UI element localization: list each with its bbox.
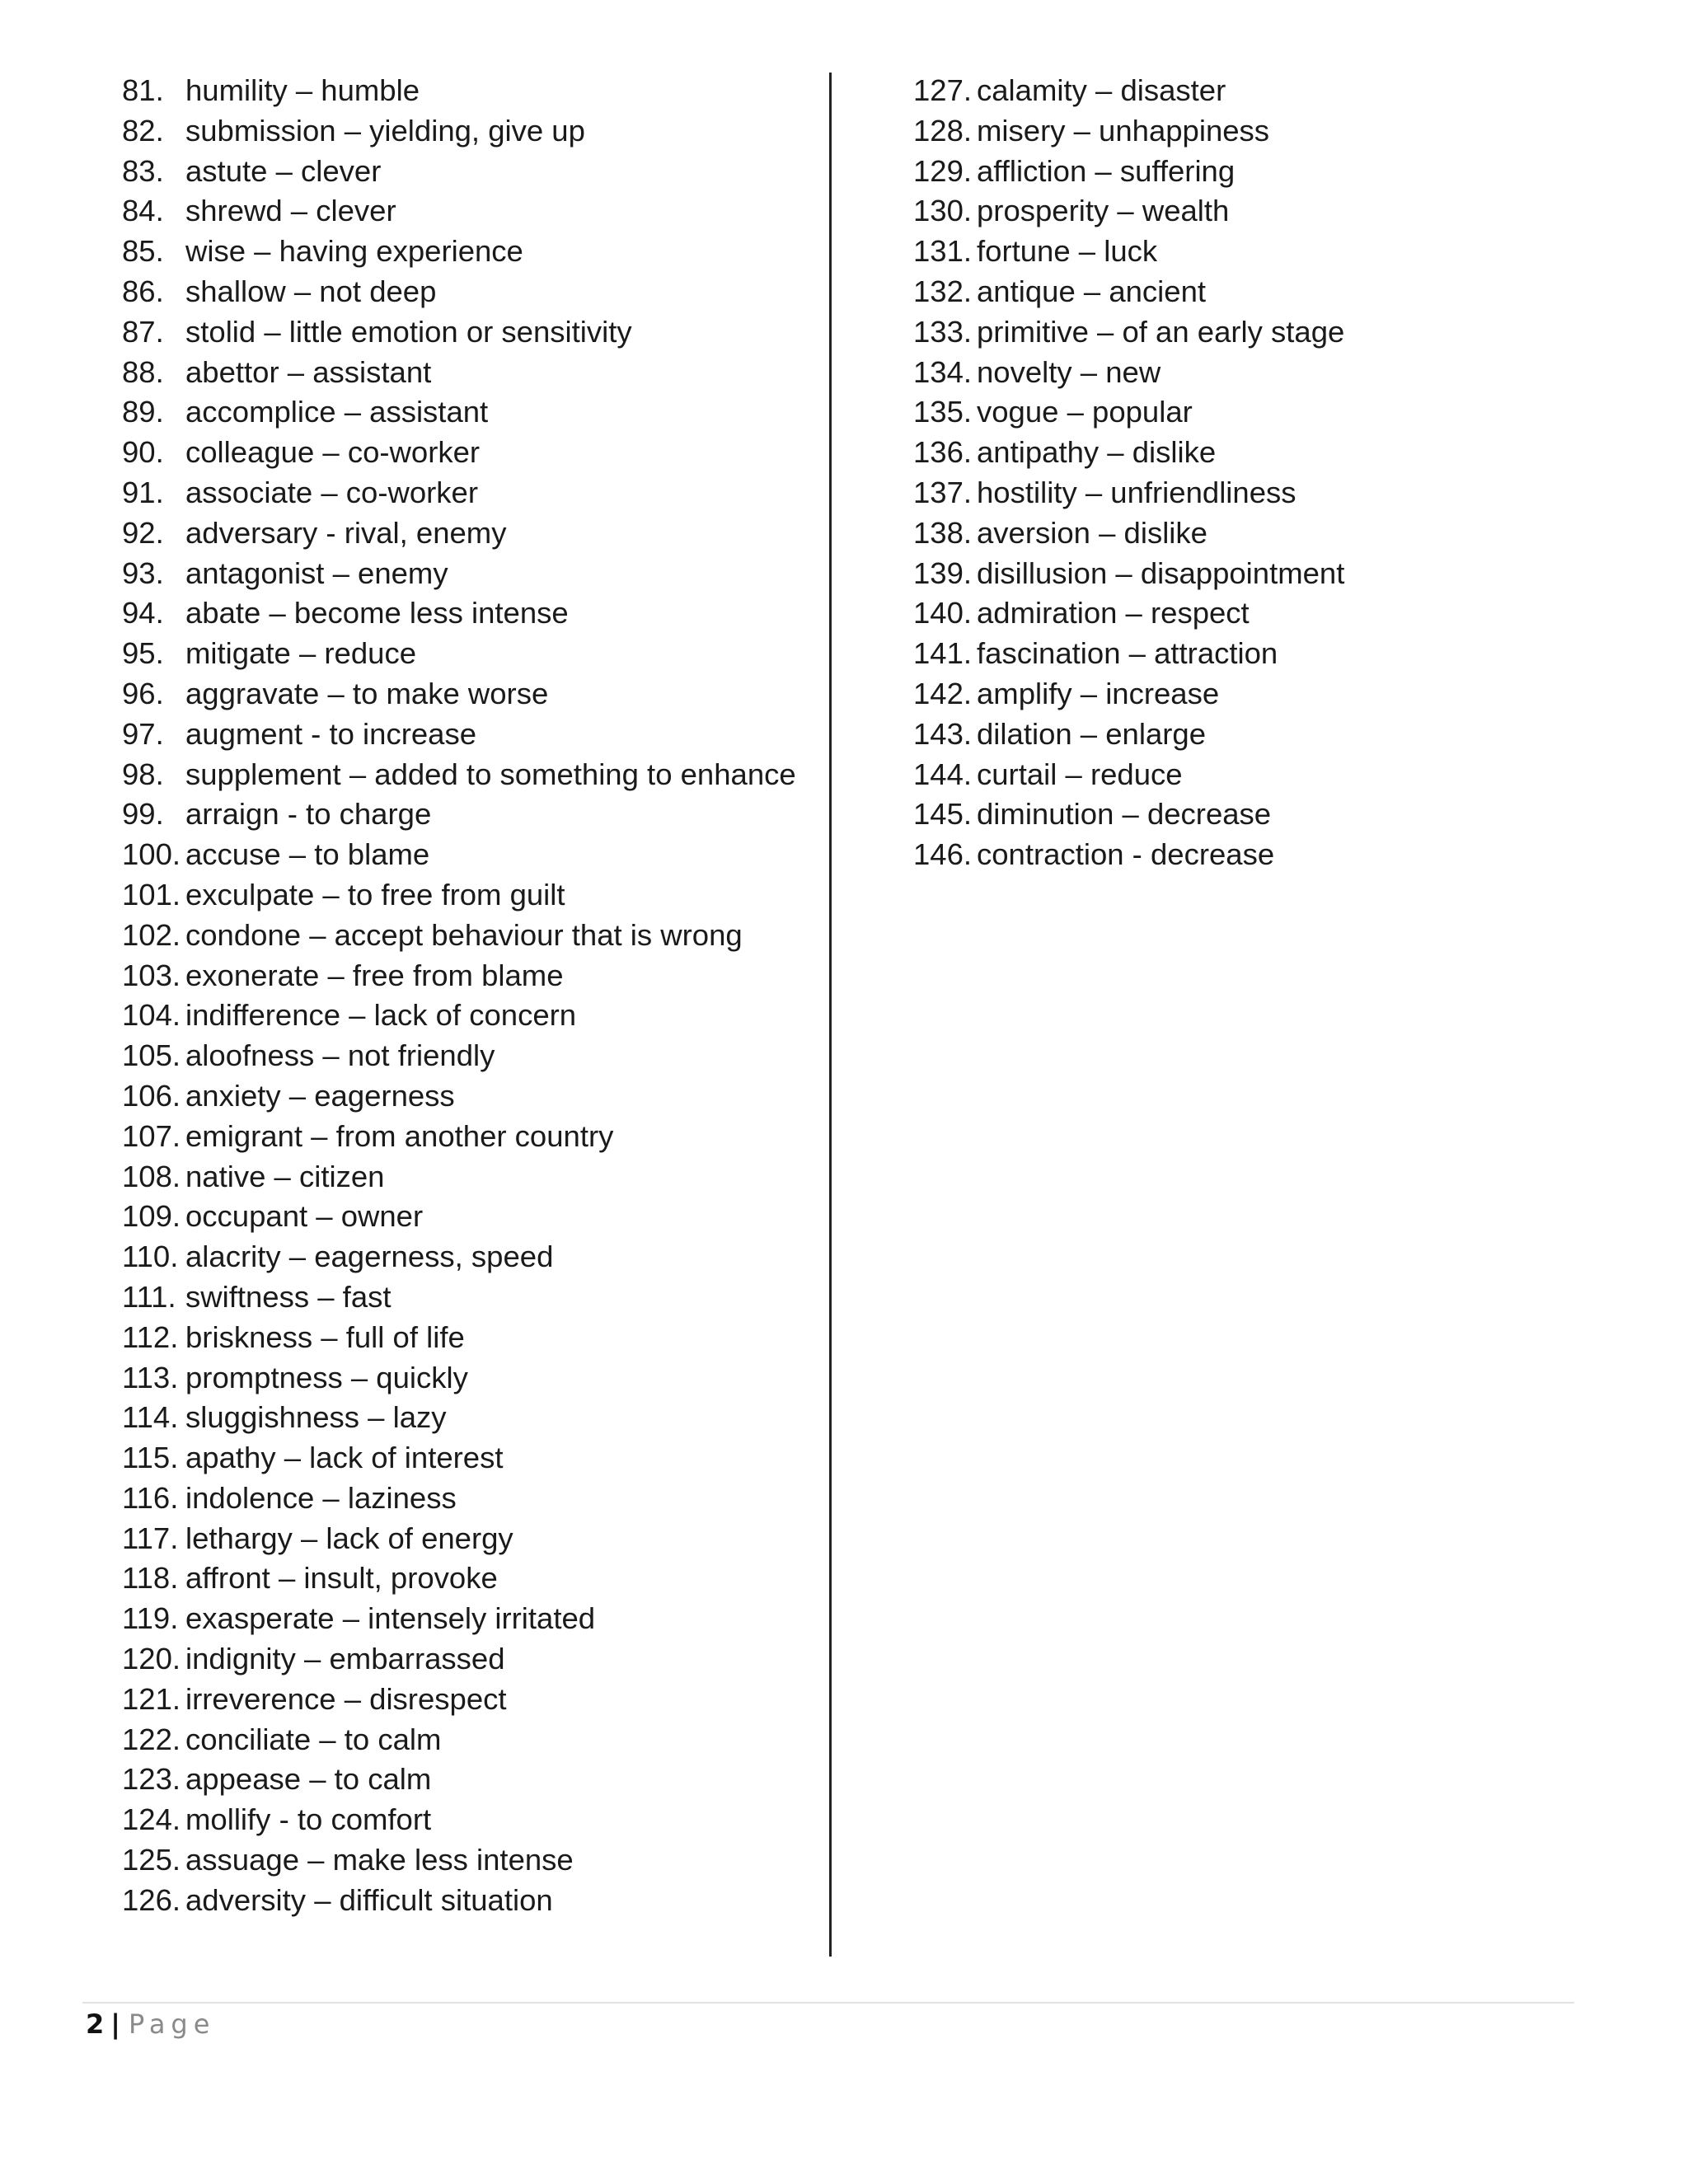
vocab-entry — [122, 1639, 831, 1680]
entry-number: 111. — [122, 1279, 176, 1314]
entry-text: adversity – difficult situation — [185, 1882, 553, 1917]
page-label: Page — [128, 2008, 216, 2040]
vocab-entry — [122, 1117, 831, 1157]
vocab-entry — [122, 473, 831, 513]
entry-number: 116. — [122, 1480, 179, 1515]
vocab-entry — [122, 554, 831, 594]
entry-number: 120. — [122, 1642, 181, 1676]
vocab-entry — [122, 1076, 831, 1117]
entry-text: aversion – dislike — [977, 515, 1207, 550]
vocab-entry — [122, 513, 831, 554]
entry-text: dilation – enlarge — [977, 716, 1207, 751]
entry-number: 137. — [913, 475, 973, 509]
vocab-entry — [122, 111, 831, 152]
entry-number: 127. — [913, 73, 973, 107]
entry-number: 88. — [122, 354, 164, 389]
entry-number: 100. — [122, 837, 181, 872]
entry-text: abettor – assistant — [185, 354, 432, 389]
vocab-entry — [913, 794, 1540, 835]
entry-text: antipathy – dislike — [977, 435, 1217, 470]
entry-text: wise – having experience — [185, 234, 523, 269]
entry-number: 92. — [122, 515, 164, 550]
entry-number: 133. — [913, 314, 973, 349]
entry-number: 145. — [913, 797, 973, 832]
vocab-entry — [913, 272, 1540, 312]
entry-number: 96. — [122, 676, 164, 710]
entry-number: 139. — [913, 555, 973, 590]
entry-text: affliction – suffering — [977, 153, 1236, 188]
vocab-entry — [122, 1036, 831, 1076]
entry-number: 84. — [122, 194, 164, 228]
entry-text: indolence – laziness — [185, 1480, 457, 1515]
entry-number: 125. — [122, 1843, 181, 1877]
vocab-entry — [913, 674, 1540, 715]
vocab-entry — [122, 1479, 831, 1519]
vocab-entry — [913, 71, 1540, 111]
entry-number: 95. — [122, 636, 164, 671]
entry-number: 130. — [913, 194, 973, 228]
entry-number: 131. — [913, 234, 973, 269]
entry-text: adversary - rival, enemy — [185, 515, 507, 550]
left-word-list — [122, 71, 831, 1921]
entry-text: augment - to increase — [185, 716, 477, 751]
entry-text: antique – ancient — [977, 274, 1207, 308]
entry-text: shallow – not deep — [185, 274, 437, 308]
entry-text: indignity – embarrassed — [185, 1642, 505, 1676]
vocab-entry — [913, 392, 1540, 433]
entry-text: mitigate – reduce — [185, 636, 416, 671]
entry-text: assuage – make less intense — [185, 1843, 574, 1877]
entry-number: 101. — [122, 877, 181, 912]
entry-number: 87. — [122, 314, 164, 349]
entry-text: occupant – owner — [185, 1199, 424, 1234]
vocab-entry — [122, 996, 831, 1036]
entry-number: 121. — [122, 1681, 181, 1716]
vocab-entry — [122, 1599, 831, 1639]
entry-number: 82. — [122, 113, 164, 148]
vocab-entry — [913, 353, 1540, 393]
vocab-entry — [913, 634, 1540, 674]
entry-text: exculpate – to free from guilt — [185, 877, 565, 912]
entry-text: affront – insult, provoke — [185, 1561, 498, 1596]
entry-number: 136. — [913, 435, 973, 470]
entry-number: 134. — [913, 354, 973, 389]
vocab-entry — [122, 1800, 831, 1840]
vocab-entry — [122, 152, 831, 192]
entry-number: 97. — [122, 716, 164, 751]
vocab-entry — [122, 593, 831, 634]
vocab-entry — [122, 272, 831, 312]
vocab-entry — [122, 1358, 831, 1399]
vocab-entry — [122, 875, 831, 916]
vocab-entry — [122, 392, 831, 433]
entry-number: 129. — [913, 153, 973, 188]
entry-text: shrewd – clever — [185, 194, 396, 228]
vocab-entry — [122, 191, 831, 232]
entry-number: 98. — [122, 757, 164, 791]
entry-number: 104. — [122, 998, 181, 1033]
entry-text: submission – yielding, give up — [185, 113, 585, 148]
vocab-entry — [122, 794, 831, 835]
entry-number: 103. — [122, 958, 181, 992]
entry-number: 108. — [122, 1159, 181, 1193]
entry-number: 119. — [122, 1601, 179, 1636]
entry-text: conciliate – to calm — [185, 1722, 442, 1756]
entry-number: 93. — [122, 555, 164, 590]
entry-text: supplement – added to something to enhance — [185, 757, 796, 791]
entry-text: novelty – new — [977, 354, 1161, 389]
entry-number: 132. — [913, 274, 973, 308]
entry-number: 90. — [122, 435, 164, 470]
entry-number: 126. — [122, 1882, 181, 1917]
entry-number: 143. — [913, 716, 973, 751]
entry-text: indifference – lack of concern — [185, 998, 577, 1033]
vocab-entry — [122, 956, 831, 996]
vocab-entry — [122, 835, 831, 875]
entry-number: 113. — [122, 1360, 179, 1394]
entry-number: 105. — [122, 1038, 181, 1073]
entry-number: 112. — [122, 1319, 179, 1354]
vocab-entry — [913, 111, 1540, 152]
entry-text: exasperate – intensely irritated — [185, 1601, 596, 1636]
page-footer — [86, 2008, 215, 2041]
vocab-entry — [913, 755, 1540, 795]
entry-text: humility – humble — [185, 73, 420, 107]
entry-number: 146. — [913, 837, 973, 872]
entry-text: alacrity – eagerness, speed — [185, 1240, 554, 1274]
entry-text: apathy – lack of interest — [185, 1441, 504, 1475]
vocab-entry — [122, 1760, 831, 1800]
column-divider — [829, 73, 832, 1957]
entry-text: hostility – unfriendliness — [977, 475, 1296, 509]
entry-text: mollify - to comfort — [185, 1802, 432, 1837]
vocab-entry — [122, 1720, 831, 1760]
entry-text: emigrant – from another country — [185, 1118, 614, 1153]
entry-text: appease – to calm — [185, 1762, 432, 1797]
vocab-entry — [913, 513, 1540, 554]
entry-text: accuse – to blame — [185, 837, 430, 872]
entry-number: 109. — [122, 1199, 181, 1234]
vocab-entry — [122, 1840, 831, 1881]
vocab-entry — [122, 71, 831, 111]
entry-text: aggravate – to make worse — [185, 676, 549, 710]
entry-text: admiration – respect — [977, 596, 1250, 630]
vocab-entry — [913, 715, 1540, 755]
entry-text: aloofness – not friendly — [185, 1038, 495, 1073]
entry-number: 94. — [122, 596, 164, 630]
entry-number: 115. — [122, 1441, 179, 1475]
entry-text: fascination – attraction — [977, 636, 1278, 671]
footer-rule — [82, 2002, 1574, 2004]
vocab-entry — [122, 1237, 831, 1277]
vocab-entry — [122, 312, 831, 353]
entry-number: 123. — [122, 1762, 181, 1797]
vocab-entry — [913, 433, 1540, 473]
vocab-entry — [122, 1881, 831, 1921]
entry-number: 102. — [122, 917, 181, 952]
entry-text: irreverence – disrespect — [185, 1681, 507, 1716]
vocab-entry — [122, 1438, 831, 1479]
entry-text: promptness – quickly — [185, 1360, 468, 1394]
vocab-entry — [122, 353, 831, 393]
entry-text: contraction - decrease — [977, 837, 1275, 872]
entry-text: disillusion – disappointment — [977, 555, 1345, 590]
entry-text: associate – co-worker — [185, 475, 479, 509]
vocab-entry — [913, 312, 1540, 353]
entry-number: 122. — [122, 1722, 181, 1756]
page-number: 2 — [86, 2008, 105, 2040]
entry-text: anxiety – eagerness — [185, 1078, 455, 1113]
entry-number: 135. — [913, 395, 973, 429]
entry-text: curtail – reduce — [977, 757, 1183, 791]
entry-number: 110. — [122, 1240, 179, 1274]
entry-text: prosperity – wealth — [977, 194, 1230, 228]
vocab-entry — [913, 191, 1540, 232]
vocab-entry — [122, 755, 831, 795]
entry-text: accomplice – assistant — [185, 395, 489, 429]
entry-number: 81. — [122, 73, 164, 107]
entry-number: 128. — [913, 113, 973, 148]
entry-text: lethargy – lack of energy — [185, 1521, 513, 1555]
entry-text: native – citizen — [185, 1159, 385, 1193]
vocab-entry — [913, 473, 1540, 513]
entry-number: 106. — [122, 1078, 181, 1113]
entry-text: condone – accept behaviour that is wrong — [185, 917, 743, 952]
vocab-entry — [913, 554, 1540, 594]
entry-number: 107. — [122, 1118, 181, 1153]
entry-text: swiftness – fast — [185, 1279, 392, 1314]
vocab-entry — [122, 1398, 831, 1438]
vocab-entry — [122, 1197, 831, 1237]
vocab-entry — [913, 152, 1540, 192]
entry-text: arraign - to charge — [185, 797, 432, 832]
vocab-entry — [122, 1680, 831, 1720]
entry-text: briskness – full of life — [185, 1319, 465, 1354]
entry-text: antagonist – enemy — [185, 555, 448, 590]
entry-text: misery – unhappiness — [977, 113, 1270, 148]
entry-number: 138. — [913, 515, 973, 550]
vocab-entry — [122, 634, 831, 674]
entry-number: 118. — [122, 1561, 179, 1596]
vocab-entry — [122, 1519, 831, 1559]
entry-text: abate – become less intense — [185, 596, 569, 630]
entry-number: 99. — [122, 797, 164, 832]
entry-text: vogue – popular — [977, 395, 1193, 429]
entry-number: 144. — [913, 757, 973, 791]
vocab-entry — [122, 674, 831, 715]
entry-number: 83. — [122, 153, 164, 188]
vocab-entry — [122, 1157, 831, 1197]
vocab-entry — [913, 232, 1540, 272]
entry-number: 142. — [913, 676, 973, 710]
vocab-entry — [913, 593, 1540, 634]
vocab-entry — [122, 715, 831, 755]
entry-number: 89. — [122, 395, 164, 429]
entry-number: 86. — [122, 274, 164, 308]
entry-number: 140. — [913, 596, 973, 630]
entry-text: colleague – co-worker — [185, 435, 481, 470]
entry-number: 91. — [122, 475, 164, 509]
vocab-entry — [122, 433, 831, 473]
entry-text: fortune – luck — [977, 234, 1158, 269]
entry-text: stolid – little emotion or sensitivity — [185, 314, 632, 349]
entry-text: calamity – disaster — [977, 73, 1226, 107]
right-word-list — [913, 71, 1540, 875]
footer-separator: | — [110, 2008, 120, 2040]
entry-number: 85. — [122, 234, 164, 269]
entry-number: 141. — [913, 636, 973, 671]
entry-number: 124. — [122, 1802, 181, 1837]
entry-text: sluggishness – lazy — [185, 1400, 447, 1435]
entry-text: amplify – increase — [977, 676, 1220, 710]
vocab-entry — [913, 835, 1540, 875]
vocab-entry — [122, 1558, 831, 1599]
entry-text: primitive – of an early stage — [977, 314, 1345, 349]
entry-text: exonerate – free from blame — [185, 958, 564, 992]
vocab-entry — [122, 1318, 831, 1358]
vocab-entry — [122, 1277, 831, 1318]
entry-text: diminution – decrease — [977, 797, 1272, 832]
entry-number: 114. — [122, 1400, 179, 1435]
vocab-entry — [122, 916, 831, 956]
entry-text: astute – clever — [185, 153, 382, 188]
entry-number: 117. — [122, 1521, 179, 1555]
vocab-entry — [122, 232, 831, 272]
